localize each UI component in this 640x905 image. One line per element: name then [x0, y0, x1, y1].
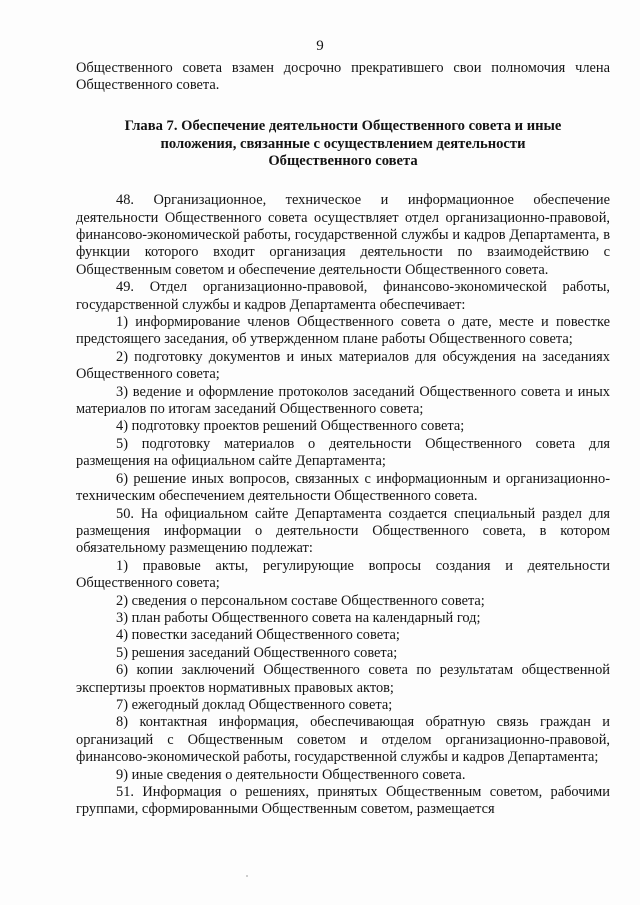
- paragraph-49-item-2: 2) подготовку документов и иных материалов для обсуждения на заседаниях Общественного совета;: [76, 348, 610, 383]
- paragraph-50-item-5: 5) решения заседаний Общественного совета;: [116, 644, 398, 661]
- paragraph-50-item-4: 4) повестки заседаний Общественного совета;: [116, 627, 400, 644]
- scan-speck: [246, 875, 248, 877]
- paragraph-49-item-4: 4) подготовку проектов решений Общественного совета;: [116, 418, 465, 435]
- page-number: 9: [316, 38, 324, 54]
- chapter-heading-line-1: Глава 7. Обеспечение деятельности Общественного совета и иные: [124, 117, 562, 134]
- paragraph-50-item-6: 6) копии заключений Общественного совета по результатам общественной экспертизы проектов нормативных правовых актов;: [76, 662, 610, 696]
- paragraph-49-item-6: 6) решение иных вопросов, связанных с информационным и организационно-техническим обеспечением деятельности Общественного совета.: [76, 470, 610, 505]
- paragraph-49-item-3: 3) ведение и оформление протоколов заседаний Общественного совета и иных материалов по итогам заседаний Общественного совета;: [76, 383, 610, 418]
- paragraph-50-item-3: 3) план работы Общественного совета на календарный год;: [116, 609, 481, 626]
- lead-in-paragraph: Общественного совета взамен досрочно прекратившего свои полномочия члена Общественного совета.: [76, 60, 610, 94]
- paragraph-50-item-9: 9) иные сведения о деятельности Общественного совета.: [116, 766, 466, 783]
- chapter-heading-line-2: положения, связанные с осуществлением деятельности: [160, 135, 526, 152]
- paragraph-50-item-8: 8) контактная информация, обеспечивающая обратную связь граждан и организаций с Общественным советом и отделом организационно-правовой, финансово-экономической работы, государственной службы и кадров Департамента;: [76, 714, 610, 766]
- paragraph-50-item-7: 7) ежегодный доклад Общественного совета;: [116, 696, 393, 713]
- chapter-heading: [76, 118, 610, 171]
- paragraph-51: 51. Информация о решениях, принятых Общественным советом, рабочими группами, сформированными Общественным советом, размещается: [76, 784, 610, 818]
- paragraph-49-item-5: 5) подготовку материалов о деятельности Общественного совета для размещения на официальном сайте Департамента;: [76, 435, 610, 470]
- paragraph-49-item-1: 1) информирование членов Общественного совета о дате, месте и повестке предстоящего заседания, об утвержденном плане работы Общественного совета;: [76, 314, 610, 348]
- document-body: [76, 60, 610, 819]
- paragraph-48: 48. Организационное, техническое и информационное обеспечение деятельности Общественного совета осуществляет отдел организационно-правовой, финансово-экономической работы, государственной службы и кадров Департамента, в функции которого входит организация деятельности по взаимодействию с Общественным советом и обеспечение деятельности Общественного совета.: [76, 192, 610, 278]
- paragraph-50-item-2: 2) сведения о персональном составе Общественного совета;: [116, 592, 485, 609]
- paragraph-50-item-1: 1) правовые акты, регулирующие вопросы создания и деятельности Общественного совета;: [76, 557, 610, 592]
- paragraph-49: 49. Отдел организационно-правовой, финансово-экономической работы, государственной службы и кадров Департамента обеспечивает:: [76, 279, 610, 313]
- paragraph-50: 50. На официальном сайте Департамента создается специальный раздел для размещения информации о деятельности Общественного совета, в котором обязательному размещению подлежат:: [76, 505, 610, 557]
- chapter-heading-line-3: Общественного совета: [268, 153, 418, 170]
